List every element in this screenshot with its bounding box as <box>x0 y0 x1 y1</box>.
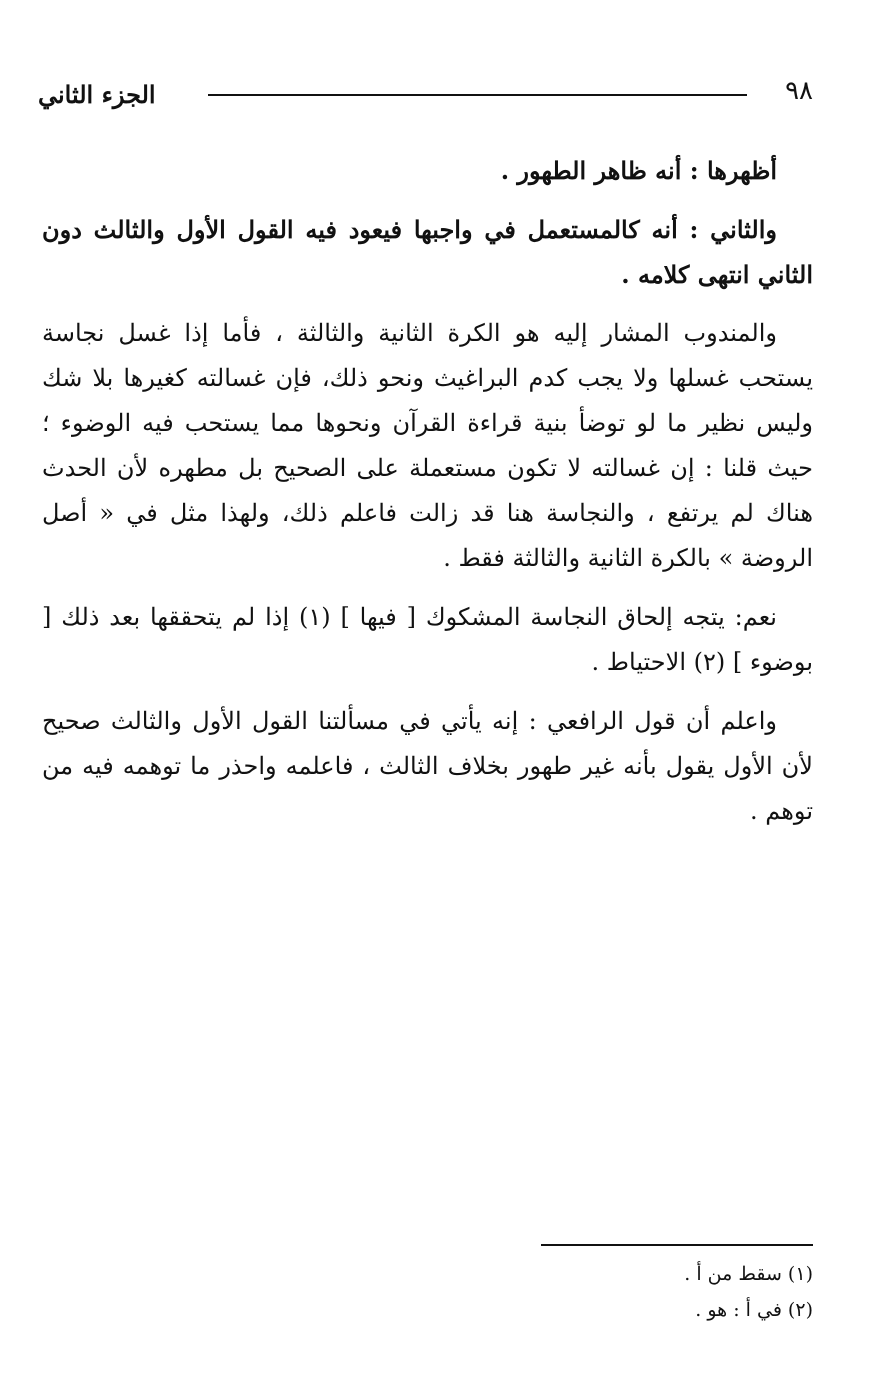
running-title: الجزء الثاني <box>38 80 156 109</box>
page-number: ٩٨ <box>785 76 813 106</box>
footnote-2: (٢) في أ : هو . <box>695 1299 813 1321</box>
footnote-rule <box>541 1244 813 1246</box>
footnotes <box>313 1256 813 1328</box>
page-header <box>38 74 813 118</box>
paragraph-3: والمندوب المشار إليه هو الكرة الثانية والثالثة ، فأما إذا غسل نجاسة يستحب غسلها ولا يجب كدم البراغيث ونحو ذلك، فإن غسالته كغيرها بلا شك وليس نظير ما لو توضأ بنية قراءة القرآن ونحوها مما يستحب فيه الوضوء ؛ حيث قلنا : إن غسالته لا تكون مستعملة على الصحيح بل مطهره لأن الحدث هناك لم يرتفع ، والنجاسة هنا قد زالت فاعلم ذلك، ولهذا مثل في « أصل الروضة » بالكرة الثانية والثالثة فقط . <box>42 319 814 572</box>
paragraph-5: واعلم أن قول الرافعي : إنه يأتي في مسألتنا القول الأول والثالث صحيح لأن الأول يقول بأنه غير طهور بخلاف الثالث ، فاعلمه واحذر ما توهمه فيه من توهم . <box>42 707 813 825</box>
page-body <box>42 148 813 848</box>
paragraph-1: أظهرها : أنه ظاهر الطهور . <box>500 156 777 185</box>
paragraph-2: والثاني : أنه كالمستعمل في واجبها فيعود فيه القول الأول والثالث دون الثاني انتهى كلامه . <box>42 215 813 289</box>
footnote-1: (١) سقط من أ . <box>684 1263 813 1285</box>
header-rule <box>208 94 747 96</box>
paragraph-4: نعم: يتجه إلحاق النجاسة المشكوك [ فيها ] (١) إذا لم يتحققها بعد ذلك [ بوضوء ] (٢) الاحتياط . <box>42 603 813 676</box>
